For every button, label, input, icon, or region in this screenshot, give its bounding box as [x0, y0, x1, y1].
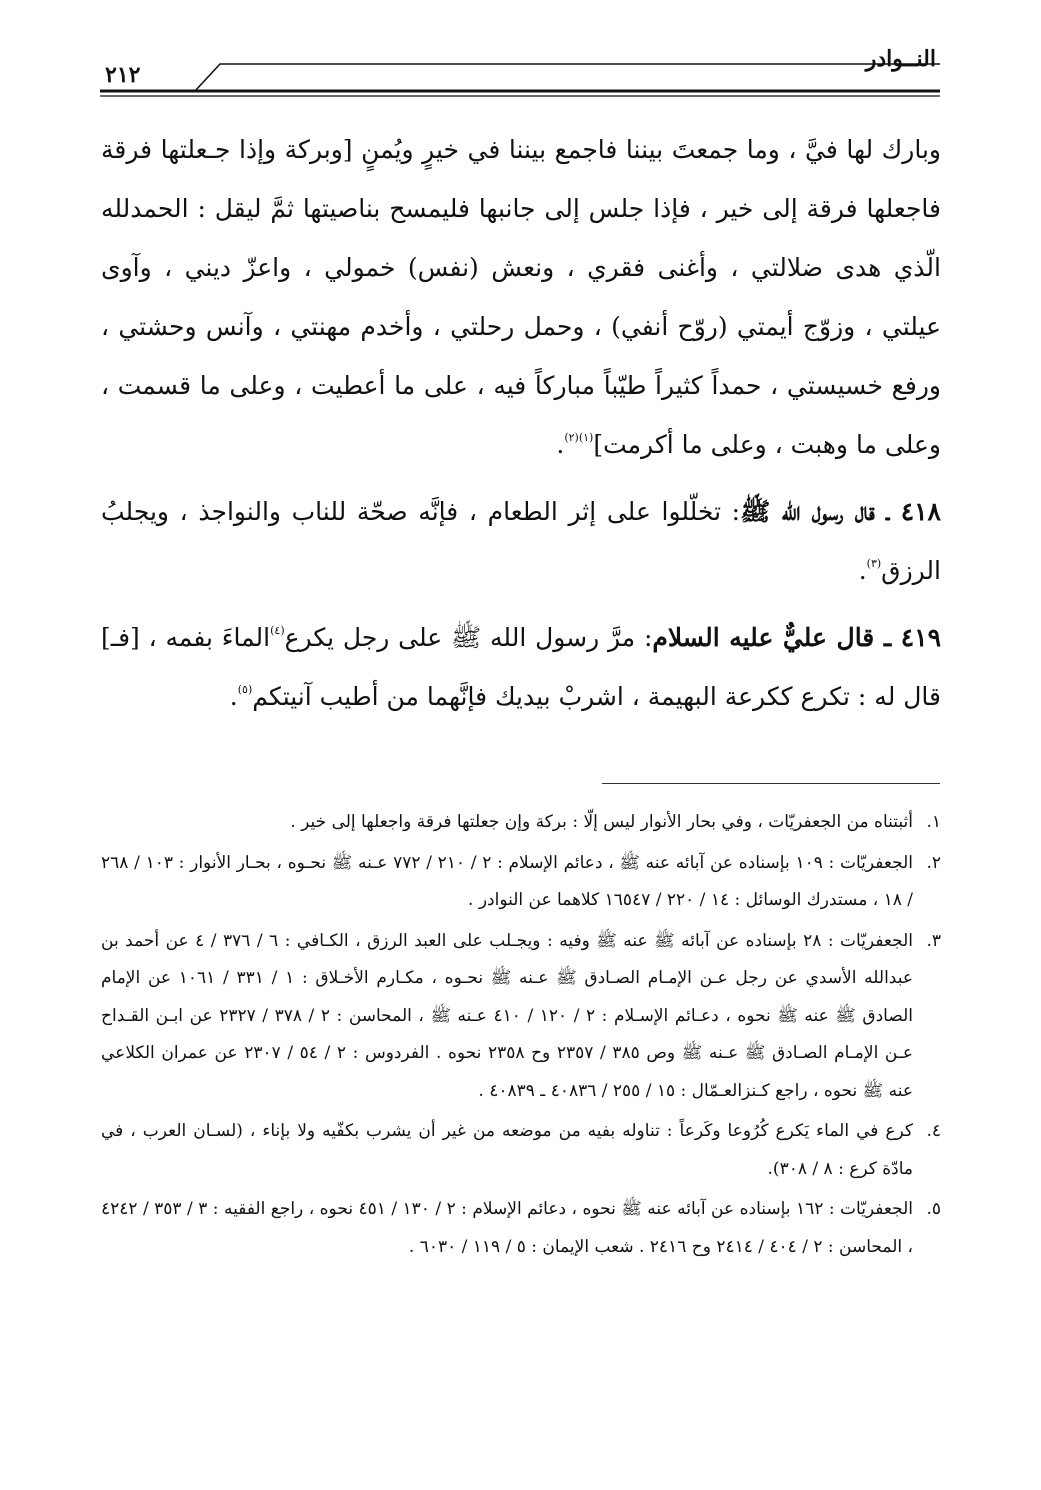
- main-text: [101, 120, 941, 726]
- footnote-text: أثبتناه من الجعفريّات ، وفي بحار الأنوار ليس إلّا : بركة وإن جعلتها فرقة واجعلها إلى خير .: [290, 812, 913, 832]
- footnote-number: ٢.: [926, 852, 941, 873]
- footnote-ref: (٣): [866, 557, 882, 570]
- footnote: [101, 923, 941, 1111]
- footnote: [101, 804, 941, 842]
- running-header-title: النــوادر: [865, 46, 936, 72]
- footnote-text: الجعفريّات : ٢٨ بإسناده عن آبائه ﷺ عنه ﷺ وفيه : ويجـلب على العبد الرزق ، الكـافي : ٦ / ٣٧٦ / ٤ عن أحمد بن عبدالله الأسدي عن رجل عـن الإمـام الصـادق ﷺ عـنه ﷺ نحـوه ، مكـارم الأخـلاق : ١ / ٣٣١ / ١٠٦١ عن الإمام الصادق ﷺ عنه ﷺ نحوه ، دعـائم الإسـلام : ٢ / ١٢٠ / ٤١٠ عـنه ﷺ ، المحاسن : ٢ / ٣٧٨ / ٢٣٢٧ عن ابـن القـداح عـن الإمـام الصـادق ﷺ عـنه ﷺ وص ٣٨٥ / ٢٣٥٧ وح ٢٣٥٨ نحوه . الفردوس : ٢ / ٥٤ / ٢٣٠٧ عن عمران الكلاعي عنه ﷺ نحوه ، راجع كـنزالعـمّال : ١٥ / ٢٥٥ / ٤٠٨٣٦ ـ ٤٠٨٣٩ .: [101, 930, 913, 1101]
- footnote-text: الجعفريّات : ١٠٩ بإسناده عن آبائه عنه ﷺ ، دعائم الإسلام : ٢ / ٢١٠ / ٧٧٢ عـنه ﷺ نحـوه ، بحـار الأنوار : ١٠٣ / ٢٦٨ / ١٨ ، مستدرك الوسائل : ١٤ / ٢٢٠ / ١٦٥٤٧ كلاهما عن النوادر .: [101, 852, 913, 910]
- footnote-number: ٥.: [926, 1199, 941, 1219]
- footnotes: [101, 804, 941, 1269]
- hadith-heading: ٤١٩ ـ قال عليٌّ عليه السلام: [652, 623, 942, 652]
- footnote-separator: [602, 783, 940, 784]
- footnote: [101, 1191, 941, 1266]
- footnote-text: كرع في الماء يَكرع كُرُوعا وكَرعاً : تناوله بفيه من موضعه من غير أن يشرب بكفّيه ولا بإناء ، (لسـان العرب ، في مادّة كرع : ٨ / ٣٠٨).: [101, 1121, 913, 1179]
- page-number: ٢١٢: [105, 62, 141, 88]
- footnote-ref: (٤): [270, 624, 285, 637]
- footnote-ref: (١)(٢): [564, 431, 594, 444]
- footnote-number: ١.: [926, 812, 941, 832]
- footnote: [101, 845, 941, 920]
- header-rule: [100, 60, 940, 100]
- paragraph-continuation: وبارك لها فيَّ ، وما جمعتَ بيننا فاجمع بيننا في خيرٍ ويُمنٍ [وبركة وإذا جـعلتها فرقة فاجعلها فرقة إلى خير ، فإذا جلس إلى جانبها فليمسح بناصيتها ثمَّ ليقل : الحمدلله الّذي هدى ضلالتي ، وأغنى فقري ، ونعش (نفس) خمولي ، واعزّ ديني ، وآوى عيلتي ، وزوّج أيمتي (روّح أنفي) ، وحمل رحلتي ، وأخدم مهنتي ، وآنس وحشتي ، ورفع خسيستي ، حمداً كثيراً طيّباً مباركاً فيه ، على ما أعطيت ، وعلى ما قسمت ، وعلى ما وهبت ، وعلى ما أكرمت]$^{(١)(٢)}$.: [101, 135, 941, 459]
- hadith-heading: ٤١٨ ـ قال رسول الله ﷺ: [740, 497, 941, 526]
- footnote-number: ٣.: [926, 930, 941, 951]
- footnote-ref: (٥): [237, 683, 253, 696]
- hadith-418: ٤١٨ ـ قال رسول الله ﷺ: تخلّلوا على إثر الطعام ، فإنَّه صحّة للناب والنواجذ ، ويجلبُ الرزق$^{(٣)}$.: [101, 497, 941, 585]
- hadith-419: ٤١٩ ـ قال عليٌّ عليه السلام: مرَّ رسول الله ﷺ على رجل يكرع$^{(٤)}$الماءَ بفمه ، [فـ] قال له : تكرع ككرعة البهيمة ، اشربْ بيديك فإنَّهما من أطيب آنيتكم$^{(٥)}$.: [101, 623, 942, 711]
- footnote-text: الجعفريّات : ١٦٢ بإسناده عن آبائه عنه ﷺ نحوه ، دعائم الإسلام : ٢ / ١٣٠ / ٤٥١ نحوه ، راجع الفقيه : ٣ / ٣٥٣ / ٤٢٤٢ ، المحاسن : ٢ / ٤٠٤ / ٢٤١٤ وح ٢٤١٦ . شعب الإيمان : ٥ / ١١٩ / ٦٠٣٠ .: [101, 1199, 913, 1257]
- footnote: [101, 1113, 941, 1188]
- footnote-number: ٤.: [926, 1121, 941, 1141]
